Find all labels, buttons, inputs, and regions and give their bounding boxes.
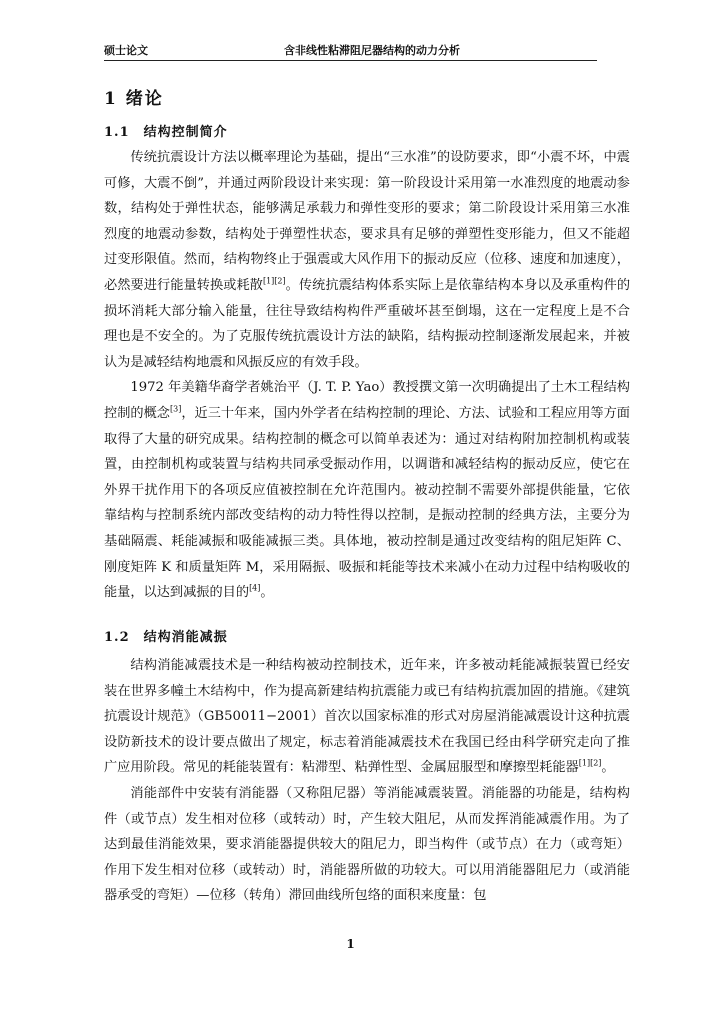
header-thesis-type: 硕士论文 xyxy=(104,44,148,57)
section-title-1-2: 1.2 结构消能减振 xyxy=(104,630,228,645)
citation: [1][2] xyxy=(578,758,602,768)
paragraph xyxy=(104,375,630,605)
paragraph xyxy=(104,145,630,375)
paragraph-text: ，近三十年来，国内外学者在结构控制的理论、方法、试验和工程应用等方面取得了大量的研究成果。结构控制的概念可以简单表述为：通过对结构附加控制机构或装置，由控制机构或装置与结构共同承受振动作用，以调谐和减轻结构的振动反应，使它在外界干扰作用下的各项反应值被控制在允许范围内。被动控制不需要外部提供能量，它依靠结构与控制系统内部改变结构的动力特性得以控制，是振动控制的经典方法，主要分为基础隔震、耗能减振和吸能减振三类。具体地，被动控制是通过改变结构的阻尼矩阵 C、刚度矩阵 K 和质量矩阵 M，采用隔振、吸振和耗能等技术来减小在动力过程中结构吸收的能量，以达到减振的目的 xyxy=(104,405,630,601)
chapter-title: 1 绪论 xyxy=(104,89,164,109)
paragraph-text: 。 xyxy=(601,760,615,776)
paragraph-text: 1972 年美籍华裔学者姚治平（J. T. P. Yao）教授撰文第一次明确提出了土木工程结构控制的概念 xyxy=(104,380,630,421)
paragraph-text: 。传统抗震结构体系实际上是依靠结构本身以及承重构件的损坏消耗大部分输入能量，往往导致结构构件严重破坏甚至倒塌，这在一定程度上是不合理也是不安全的。为了克服传统抗震设计方法的缺陷，结构振动控制逐渐发展起来，并被认为是减轻结构地震和风振反应的有效手段。 xyxy=(104,277,631,370)
citation: [3] xyxy=(169,404,182,414)
paragraph-text: 结构消能减震技术是一种结构被动控制技术，近年来，许多被动耗能减振装置已经安装在世界多幢土木结构中，作为提高新建结构抗震能力或已有结构抗震加固的措施。《建筑抗震设计规范》（GB50011−2001）首次以国家标准的形式对房屋消能减震设计这种抗震设防新技术的设计要点做出了规定，标志着消能减震技术在我国已经由科学研究走向了推广应用阶段。常见的耗能装置有：粘滞型、粘弹性型、金属屈服型和摩擦型耗能器 xyxy=(104,658,630,776)
section-body-1-2 xyxy=(104,653,630,909)
paragraph xyxy=(104,781,630,909)
section-body-1-1 xyxy=(104,145,630,606)
paragraph-text: 消能部件中安装有消能器（又称阻尼器）等消能减震装置。消能器的功能是，结构构件（或节点）发生相对位移（或转动）时，产生较大阻尼，从而发挥消能减震作用。为了达到最佳消能效果，要求消能器提供较大的阻尼力，即当构件（或节点）在力（或弯矩）作用下发生相对位移（或转动）时，消能器所做的功较大。可以用消能器阻尼力（或消能器承受的弯矩）—位移（转角）滞回曲线所包络的面积来度量：包 xyxy=(104,785,630,904)
paragraph-text: 传统抗震设计方法以概率理论为基础，提出“三水准”的设防要求，即“小震不坏，中震可修，大震不倒”，并通过两阶段设计来实现：第一阶段设计采用第一水准烈度的地震动参数，结构处于弹性状态，能够满足承载力和弹性变形的要求；第二阶段设计采用第三水准烈度的地震动参数，结构处于弹塑性状态，要求具有足够的弹塑性变形能力，但又不能超过变形限值。然而，结构物终止于强震或大风作用下的振动反应（位移、速度和加速度），必然要进行能量转换或耗散 xyxy=(104,150,630,293)
citation: [1][2] xyxy=(262,276,286,286)
paragraph xyxy=(104,653,630,781)
paragraph-text: 。 xyxy=(260,585,274,601)
page-number: 1 xyxy=(346,937,355,951)
header-rule xyxy=(104,60,597,61)
header-thesis-title: 含非线性粘滞阻尼器结构的动力分析 xyxy=(284,44,460,57)
section-title-1-1: 1.1 结构控制简介 xyxy=(104,125,228,140)
running-header xyxy=(104,40,597,60)
citation: [4] xyxy=(249,583,261,593)
